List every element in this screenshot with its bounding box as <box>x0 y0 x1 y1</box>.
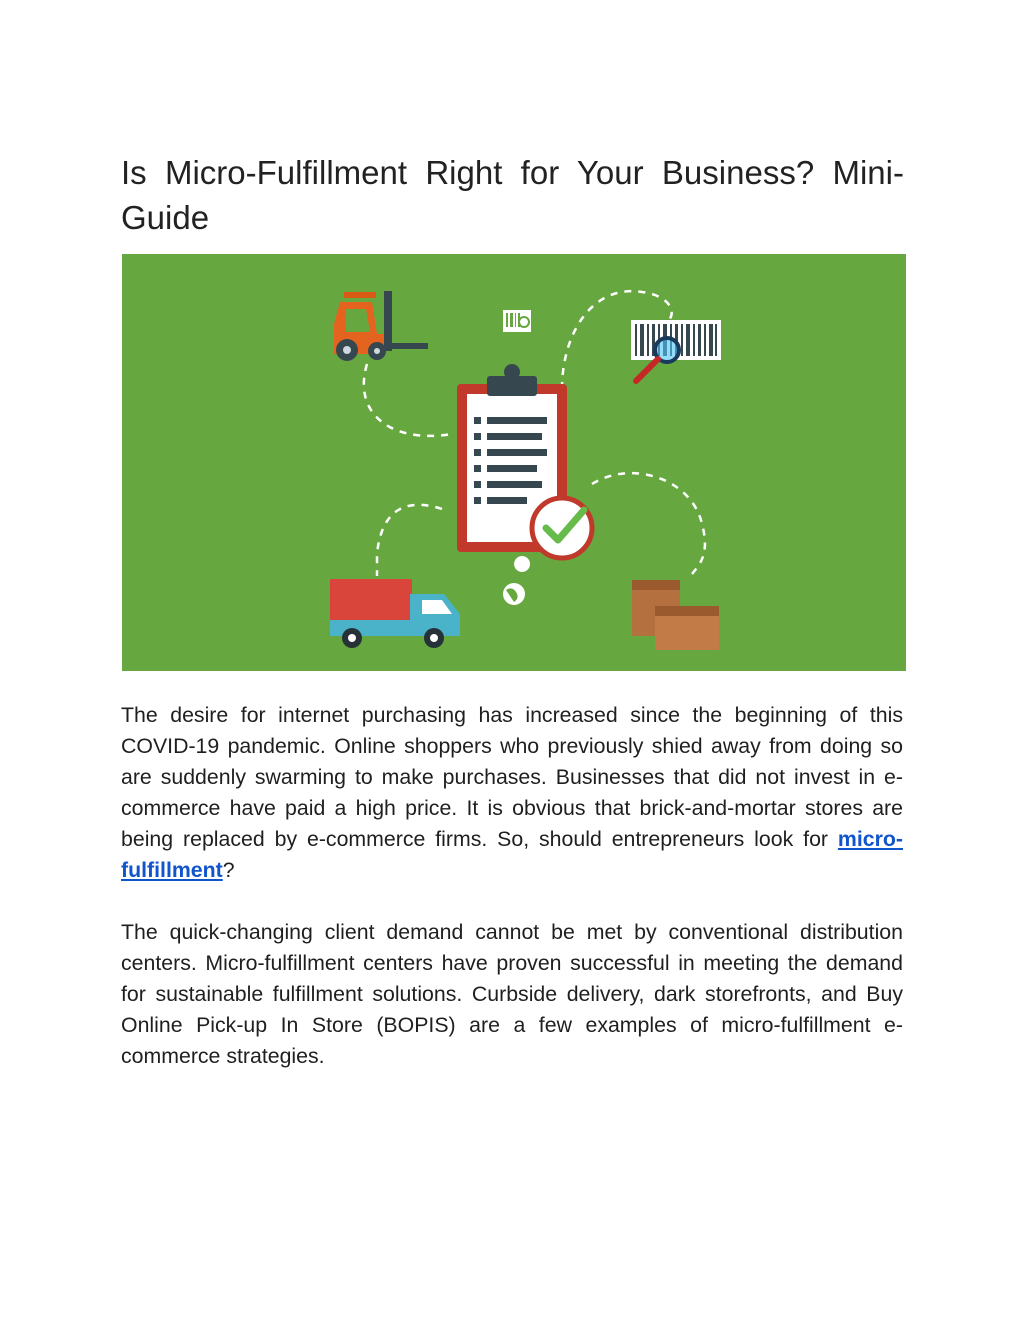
micro-fulfillment-link[interactable]: micro-fulfillment <box>121 827 903 882</box>
checkmark-icon <box>532 498 592 558</box>
cardboard-boxes-icon <box>632 580 719 650</box>
paragraph-intro-text: The desire for internet purchasing has increased since the beginning of this COVID-19 pandemic. Online shoppers who previously shied away from doing so are suddenly swarming to make purchases. Businesses that did not invest in e-commerce have paid a high price. It is obvious that brick-and-mortar stores are being replaced by e-commerce firms. So, should entrepreneurs look for <box>121 703 903 851</box>
delivery-truck-icon <box>330 579 460 648</box>
forklift-icon <box>334 291 428 361</box>
page-title: Is Micro-Fulfillment Right for Your Business? Mini-Guide <box>121 154 904 236</box>
paragraph-intro-tail: ? <box>222 858 235 882</box>
hero-illustration <box>122 254 906 671</box>
paragraph-distribution: The quick-changing client demand cannot be met by conventional distribution centers. Micro-fulfillment centers have proven successful in meeting the demand for sustainable fulfillment solutions. Curbside delivery, dark storefronts, and Buy Online Pick-up In Store (BOPIS) are a few examples of micro-fulfillment e-commerce strategies. <box>121 920 903 1068</box>
barcode-tag-icon <box>503 310 531 332</box>
barcode-magnifier-icon <box>631 320 721 381</box>
location-globe-icon <box>503 556 530 605</box>
paragraph-intro <box>121 700 903 886</box>
